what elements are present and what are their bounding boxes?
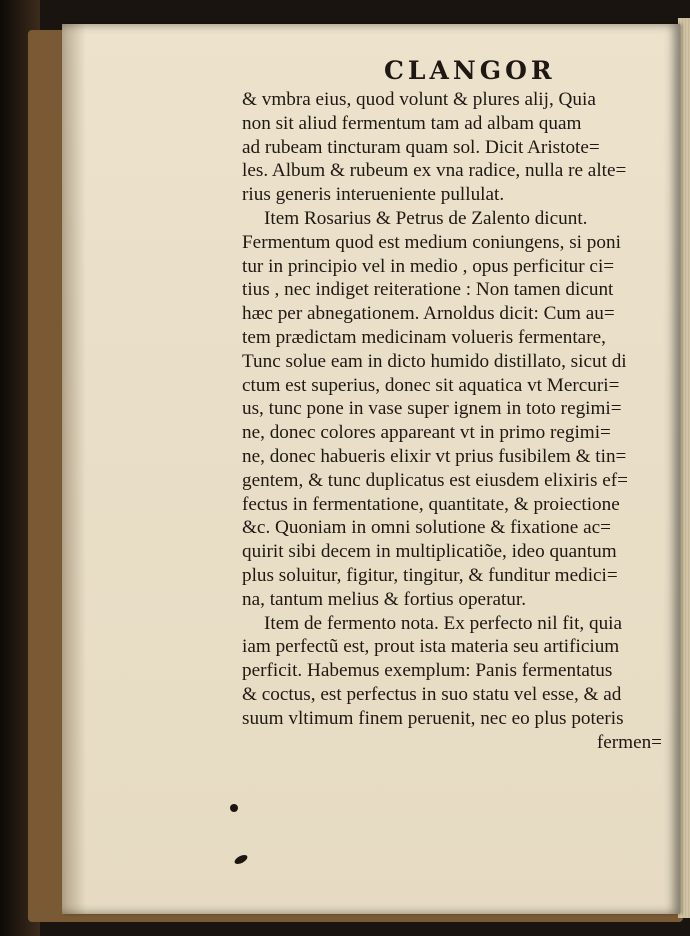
text-line: plus soluitur, figitur, tingitur, & funditur medici=: [242, 564, 618, 586]
text-line: tur in principio vel in medio , opus perficitur ci=: [242, 255, 615, 277]
text-line: Tunc solue eam in dicto humido distillato, sicut di: [242, 350, 627, 372]
text-line: us, tunc pone in vase super ignem in toto regimi=: [242, 398, 622, 420]
text-line: Item Rosarius & Petrus de Zalento dicunt.: [264, 207, 588, 229]
text-line: ad rubeam tincturam quam sol. Dicit Aristote=: [242, 136, 600, 158]
text-line: iam perfectũ est, prout ista materia seu artificium: [242, 636, 620, 658]
text-line: tius , nec indiget reiteratione : Non tamen dicunt: [242, 279, 614, 301]
text-line: hæc per abnegationem. Arnoldus dicit: Cum au=: [242, 303, 615, 325]
text-line: gentem, & tunc duplicatus est eiusdem elixiris ef=: [242, 469, 628, 491]
text-line: perficit. Habemus exemplum: Panis fermentatus: [242, 660, 613, 682]
text-line: Item de fermento nota. Ex perfecto nil fit, quia: [264, 612, 623, 634]
catchword: fermen=: [596, 731, 662, 753]
text-line: tem prædictam medicinam volueris fermentare,: [242, 326, 606, 348]
text-line: fectus in fermentatione, quantitate, & proiectione: [242, 493, 620, 515]
text-line: ne, donec habueris elixir vt prius fusibilem & tin=: [242, 445, 627, 467]
text-line: & vmbra eius, quod volunt & plures alij, Quia: [242, 89, 596, 110]
text-line: les. Album & rubeum ex vna radice, nulla re alte=: [242, 160, 627, 182]
text-line: ne, donec colores appareant vt in primo regimi=: [242, 422, 611, 444]
text-line: na, tantum melius & fortius operatur.: [242, 588, 527, 610]
text-line: ctum est superius, donec sit aquatica vt Mercuri=: [242, 374, 620, 396]
running-head: CLANGOR: [384, 56, 556, 85]
text-line: quirit sibi decem in multiplicatiõe, ideo quantum: [242, 541, 617, 563]
ink-spot: [230, 804, 238, 812]
text-line: & coctus, est perfectus in suo statu vel esse, & ad: [242, 683, 622, 705]
text-line: suum vltimum finem peruenit, nec eo plus poteris: [242, 707, 624, 729]
body-text: [242, 88, 662, 754]
text-line: Fermentum quod est medium coniungens, si poni: [242, 231, 621, 253]
text-line: &c. Quoniam in omni solutione & fixatione ac=: [242, 517, 611, 539]
gutter-shadow: [62, 24, 86, 914]
text-line: rius generis interueniente pullulat.: [242, 184, 505, 206]
text-line: non sit aliud fermentum tam ad albam quam: [242, 112, 582, 134]
